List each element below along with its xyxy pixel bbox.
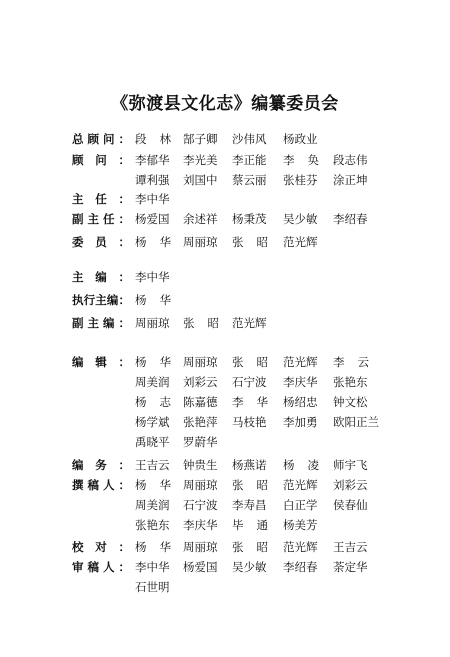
member-name: 杨 凌 <box>283 458 319 472</box>
member-name: 张艳东 <box>333 375 368 389</box>
member-name: 杨 华 <box>135 235 171 249</box>
role-label: 校 对 ： <box>72 540 130 554</box>
member-name: 周美润 <box>135 498 170 512</box>
member-name: 禹晓平 <box>135 435 170 449</box>
member-name: 侯春仙 <box>333 498 368 512</box>
role-label: 执 行 主 编 ： <box>72 293 130 307</box>
member-name: 杨爱国 <box>183 560 218 574</box>
role-label: 顾 问 ： <box>72 153 130 167</box>
member-name: 李绍春 <box>283 560 318 574</box>
member-name: 杨 华 <box>135 355 171 369</box>
member-name: 石宁波 <box>232 375 267 389</box>
role-label: 主 任 ： <box>72 192 130 206</box>
member-name: 范光辉 <box>283 540 318 554</box>
member-name: 李光美 <box>183 153 218 167</box>
role-label: 审 稿 人 ： <box>72 560 130 574</box>
member-name: 周丽琼 <box>135 316 170 330</box>
member-name: 罗蔚华 <box>183 435 218 449</box>
member-name: 刘彩云 <box>333 478 368 492</box>
member-name: 周丽琼 <box>183 235 218 249</box>
role-label: 委 员 ： <box>72 235 130 249</box>
member-name: 李加勇 <box>283 415 318 429</box>
member-name: 蔡云丽 <box>232 173 267 187</box>
member-name: 张桂芬 <box>283 173 318 187</box>
member-name: 李庆华 <box>183 518 218 532</box>
member-name: 涂正坤 <box>333 173 368 187</box>
member-name: 张艳东 <box>135 518 170 532</box>
member-name: 段志伟 <box>333 153 368 167</box>
member-name: 欧阳正兰 <box>333 415 379 429</box>
member-name: 荼定华 <box>333 560 368 574</box>
member-name: 李 奂 <box>283 153 319 167</box>
member-name: 周丽琼 <box>183 355 218 369</box>
member-name: 张 昭 <box>183 316 219 330</box>
role-label: 主 编 ： <box>72 270 130 284</box>
member-name: 沙伟风 <box>232 132 267 146</box>
role-label: 编 辑 ： <box>72 355 130 369</box>
member-name: 李寿昌 <box>232 498 267 512</box>
member-name: 杨 华 <box>135 540 171 554</box>
member-name: 范光辉 <box>283 355 318 369</box>
member-name: 吴少敏 <box>232 560 267 574</box>
member-name: 白正学 <box>283 498 318 512</box>
member-name: 张 昭 <box>232 478 268 492</box>
member-name: 张艳萍 <box>183 415 218 429</box>
member-name: 李郁华 <box>135 153 170 167</box>
member-name: 郜子卿 <box>183 132 218 146</box>
member-name: 杨秉茂 <box>232 212 267 226</box>
role-label: 撰 稿 人 ： <box>72 478 130 492</box>
member-name: 杨爱国 <box>135 212 170 226</box>
member-name: 周美润 <box>135 375 170 389</box>
member-name: 杨 志 <box>135 395 171 409</box>
member-name: 杨学斌 <box>135 415 170 429</box>
member-name: 杨美芳 <box>283 518 318 532</box>
member-name: 刘彩云 <box>183 375 218 389</box>
page-title: 《弥渡县文化志》编纂委员会 <box>111 94 339 114</box>
member-name: 师宇飞 <box>333 458 368 472</box>
member-name: 周丽琼 <box>183 478 218 492</box>
member-name: 杨 华 <box>135 293 171 307</box>
member-name: 毕 通 <box>232 518 268 532</box>
member-name: 杨绍忠 <box>283 395 318 409</box>
member-name: 范光辉 <box>232 316 267 330</box>
member-name: 杨燕诺 <box>232 458 267 472</box>
member-name: 钟贵生 <box>183 458 218 472</box>
member-name: 张 昭 <box>232 355 268 369</box>
member-name: 王吉云 <box>135 458 170 472</box>
role-label: 总 顾 问 ： <box>72 132 130 146</box>
member-name: 张 昭 <box>232 235 268 249</box>
role-label: 编 务 ： <box>72 458 130 472</box>
member-name: 刘国中 <box>183 173 218 187</box>
member-name: 范光辉 <box>283 235 318 249</box>
member-name: 余述祥 <box>183 212 218 226</box>
member-name: 周丽琼 <box>183 540 218 554</box>
member-name: 马枝艳 <box>232 415 267 429</box>
member-name: 李中华 <box>135 560 170 574</box>
member-name: 李 华 <box>232 395 268 409</box>
role-label: 副 主 编 ： <box>72 316 130 330</box>
member-name: 李正能 <box>232 153 267 167</box>
member-name: 石世明 <box>135 580 170 594</box>
member-name: 谭利强 <box>135 173 170 187</box>
member-name: 李中华 <box>135 270 170 284</box>
member-name: 钟文松 <box>333 395 368 409</box>
member-name: 吴少敏 <box>283 212 318 226</box>
member-name: 张 昭 <box>232 540 268 554</box>
member-name: 范光辉 <box>283 478 318 492</box>
member-name: 李绍春 <box>333 212 368 226</box>
member-name: 杨 华 <box>135 478 171 492</box>
member-name: 石宁波 <box>183 498 218 512</box>
member-name: 王吉云 <box>333 540 368 554</box>
member-name: 李中华 <box>135 192 170 206</box>
role-label: 副 主 任 ： <box>72 212 130 226</box>
member-name: 段 林 <box>135 132 171 146</box>
member-name: 李庆华 <box>283 375 318 389</box>
member-name: 杨政业 <box>283 132 318 146</box>
member-name: 李 云 <box>333 355 369 369</box>
member-name: 陈嘉德 <box>183 395 218 409</box>
